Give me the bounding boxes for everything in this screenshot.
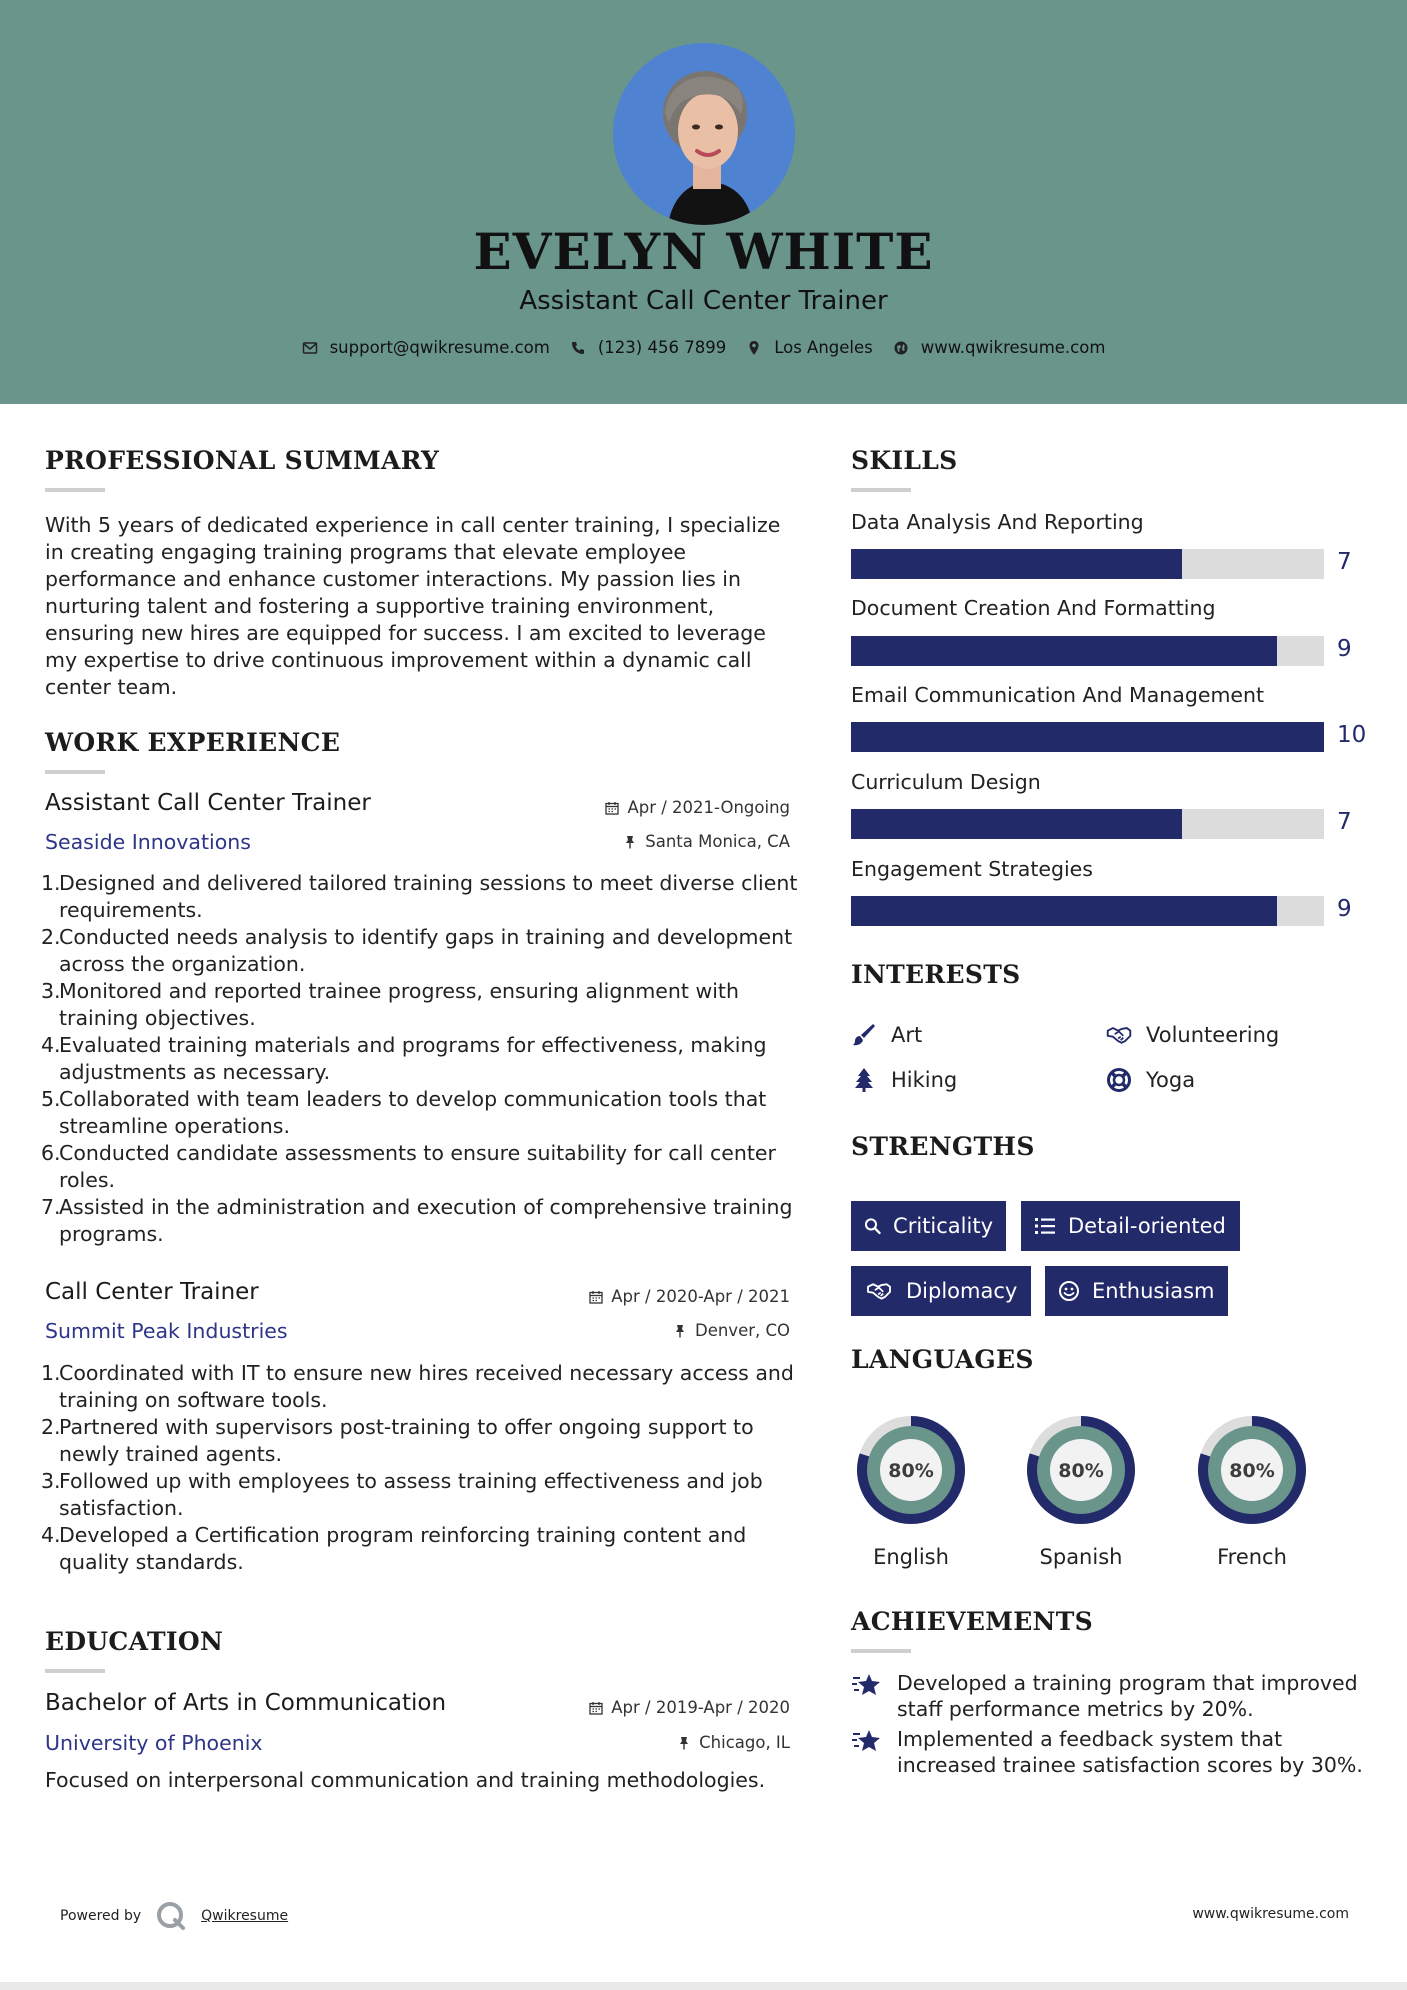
interest-item <box>851 1067 957 1093</box>
strengths-heading: STRENGTHS <box>851 1132 1035 1161</box>
qwikresume-logo-icon <box>155 1900 187 1932</box>
achievements-divider <box>851 1649 911 1653</box>
job-bullets <box>41 1360 805 1576</box>
strength-label: Diplomacy <box>906 1279 1018 1303</box>
map-pin-icon <box>746 340 762 356</box>
globe-icon <box>893 340 909 356</box>
strength-tag <box>851 1201 1006 1251</box>
phone-icon <box>570 340 586 356</box>
list-item: 1. Coordinated with IT to ensure new hires received necessary access and training on software tools. <box>41 1361 794 1412</box>
language-ring <box>850 1409 972 1531</box>
language-item <box>1020 1409 1142 1569</box>
experience-divider <box>45 770 105 774</box>
avatar <box>613 43 795 225</box>
skills-divider <box>851 488 911 492</box>
strength-tag <box>1045 1266 1228 1316</box>
achievement-item <box>851 1726 1371 1778</box>
education-description: Focused on interpersonal communication and training methodologies. <box>45 1768 766 1792</box>
skills-list <box>851 510 1367 930</box>
job-location <box>623 832 790 851</box>
envelope-icon <box>302 340 318 356</box>
list-item: 6. Conducted candidate assessments to ensure suitability for call center roles. <box>41 1141 776 1192</box>
contact-phone[interactable] <box>570 338 726 357</box>
skill-bar-fill <box>851 636 1277 666</box>
star-award-icon <box>851 1726 883 1756</box>
contact-phone-text: (123) 456 7899 <box>597 338 727 357</box>
tree-icon <box>851 1067 877 1093</box>
education-location <box>677 1733 790 1752</box>
paintbrush-icon <box>851 1022 877 1048</box>
skill-bar-fill <box>851 549 1182 579</box>
contact-email-text: support@qwikresume.com <box>329 338 550 357</box>
language-ring <box>1191 1409 1313 1531</box>
powered-by-label: Powered by <box>60 1908 142 1924</box>
experience-heading: WORK EXPERIENCE <box>45 728 341 757</box>
skill-value: 7 <box>1337 809 1352 835</box>
job-bullets <box>41 870 805 1248</box>
skill-name: Data Analysis And Reporting <box>851 510 1144 534</box>
skill-name: Email Communication And Management <box>851 683 1265 707</box>
list-item: 3. Followed up with employees to assess training effectiveness and job satisfaction. <box>41 1469 763 1520</box>
achievements-heading: ACHIEVEMENTS <box>851 1607 1093 1636</box>
brand-link[interactable]: Qwikresume <box>201 1908 289 1924</box>
footer-branding <box>60 1900 288 1932</box>
summary-divider <box>45 488 105 492</box>
skill-value: 7 <box>1337 549 1352 575</box>
footer-website[interactable]: www.qwikresume.com <box>1192 1906 1349 1922</box>
strength-tag <box>1021 1201 1240 1251</box>
search-icon <box>864 1215 881 1237</box>
job-location <box>673 1321 790 1340</box>
skill-bar <box>851 722 1324 752</box>
job-company: Seaside Innovations <box>45 830 251 854</box>
life-ring-icon <box>1106 1067 1132 1093</box>
interest-label: Art <box>891 1023 923 1047</box>
skill-name: Document Creation And Formatting <box>851 596 1216 620</box>
skill-name: Engagement Strategies <box>851 857 1093 881</box>
job-dates <box>589 1287 790 1306</box>
skills-heading: SKILLS <box>851 446 958 475</box>
calendar-icon <box>589 1701 603 1715</box>
skill-name: Curriculum Design <box>851 770 1041 794</box>
interest-label: Yoga <box>1146 1068 1196 1092</box>
education-divider <box>45 1669 105 1673</box>
candidate-title: Assistant Call Center Trainer <box>519 286 888 316</box>
list-item: 4. Developed a Certification program reinforcing training content and quality standards. <box>41 1523 747 1574</box>
skill-bar <box>851 896 1324 926</box>
achievement-text: Implemented a feedback system that increased trainee satisfaction scores by 30%. <box>897 1727 1363 1777</box>
contact-website[interactable] <box>893 338 1106 357</box>
skill-value: 10 <box>1337 722 1367 748</box>
resume-header <box>0 0 1407 404</box>
summary-text: With 5 years of dedicated experience in call center training, I specialize in creating engaging training programs that elevate employee performance and enhance customer interactions. My passion lies in nurturing talent and fostering a supportive training environment, ensuring new hires are equipped for success. I am excited to leverage my expertise to drive continuous improvement within a dynamic call center team. <box>45 513 781 699</box>
job-title: Call Center Trainer <box>45 1279 259 1305</box>
interest-label: Volunteering <box>1146 1023 1280 1047</box>
job-location-text: Santa Monica, CA <box>645 832 790 851</box>
list-icon <box>1034 1215 1056 1237</box>
education-entry <box>45 1690 790 1800</box>
language-name: Spanish <box>1039 1545 1123 1569</box>
pushpin-icon <box>677 1736 691 1750</box>
language-name: French <box>1217 1545 1287 1569</box>
calendar-icon <box>605 801 619 815</box>
language-percent-label: 80% <box>888 1460 934 1482</box>
job-title: Assistant Call Center Trainer <box>45 790 371 816</box>
list-item: 5. Collaborated with team leaders to develop communication tools that streamline operations. <box>41 1087 767 1138</box>
job-dates-text: Apr / 2020-Apr / 2021 <box>611 1287 790 1306</box>
skill-bar <box>851 549 1324 579</box>
star-award-icon <box>851 1670 883 1700</box>
interests-list <box>851 1022 1361 1102</box>
strength-label: Enthusiasm <box>1092 1279 1215 1303</box>
job-entry <box>41 790 798 1250</box>
interest-label: Hiking <box>891 1068 958 1092</box>
pushpin-icon <box>673 1324 687 1338</box>
list-item: 2. Conducted needs analysis to identify gaps in training and development across the organization. <box>41 925 793 976</box>
skill-bar-fill <box>851 722 1324 752</box>
interest-item <box>1106 1067 1195 1093</box>
contact-website-text: www.qwikresume.com <box>920 338 1106 357</box>
footer-bar <box>0 1982 1407 1990</box>
language-ring <box>1020 1409 1142 1531</box>
job-entry <box>41 1279 794 1589</box>
achievement-text: Developed a training program that improved staff performance metrics by 20%. <box>897 1671 1358 1721</box>
candidate-name: EVELYN WHITE <box>473 222 934 281</box>
list-item: 7. Assisted in the administration and execution of comprehensive training programs. <box>41 1195 793 1246</box>
list-item: 2. Partnered with supervisors post-training to offer ongoing support to newly trained agents. <box>41 1415 754 1466</box>
summary-heading: PROFESSIONAL SUMMARY <box>45 446 440 475</box>
list-item: 1. Designed and delivered tailored training sessions to meet diverse client requirements. <box>41 871 798 922</box>
strength-label: Detail-oriented <box>1068 1214 1226 1238</box>
achievements-list <box>851 1670 1361 1800</box>
contact-location <box>746 338 873 357</box>
interests-heading: INTERESTS <box>851 960 1021 989</box>
achievement-item <box>851 1670 1371 1722</box>
smile-icon <box>1058 1280 1080 1302</box>
job-location-text: Denver, CO <box>694 1321 790 1340</box>
language-item <box>1191 1409 1313 1569</box>
interest-item <box>1106 1022 1279 1048</box>
skill-bar <box>851 809 1324 839</box>
handshake-icon <box>864 1280 894 1302</box>
job-dates <box>605 798 790 817</box>
calendar-icon <box>589 1290 603 1304</box>
contact-email[interactable] <box>302 338 550 357</box>
job-company: Summit Peak Industries <box>45 1319 288 1343</box>
strength-tag <box>851 1266 1031 1316</box>
handshake-icon <box>1106 1022 1132 1048</box>
interest-item <box>851 1022 922 1048</box>
job-dates-text: Apr / 2021-Ongoing <box>627 798 790 817</box>
school-name: University of Phoenix <box>45 1731 263 1755</box>
contact-bar <box>0 338 1407 357</box>
skill-bar-fill <box>851 809 1182 839</box>
education-dates-text: Apr / 2019-Apr / 2020 <box>611 1698 790 1717</box>
education-heading: EDUCATION <box>45 1627 224 1656</box>
strength-label: Criticality <box>893 1214 993 1238</box>
skill-bar-fill <box>851 896 1277 926</box>
education-location-text: Chicago, IL <box>699 1733 790 1752</box>
degree-title: Bachelor of Arts in Communication <box>45 1690 447 1716</box>
skill-value: 9 <box>1337 636 1352 662</box>
language-name: English <box>873 1545 949 1569</box>
language-percent-label: 80% <box>1229 1460 1275 1482</box>
language-percent-label: 80% <box>1058 1460 1104 1482</box>
contact-location-text: Los Angeles <box>774 338 873 357</box>
list-item: 4. Evaluated training materials and programs for effectiveness, making adjustments as necessary. <box>41 1033 767 1084</box>
list-item: 3. Monitored and reported trainee progress, ensuring alignment with training objectives. <box>41 979 739 1030</box>
languages-heading: LANGUAGES <box>851 1345 1034 1374</box>
language-item <box>850 1409 972 1569</box>
skill-value: 9 <box>1337 896 1352 922</box>
education-dates <box>589 1698 790 1717</box>
skill-bar <box>851 636 1324 666</box>
pushpin-icon <box>623 835 637 849</box>
